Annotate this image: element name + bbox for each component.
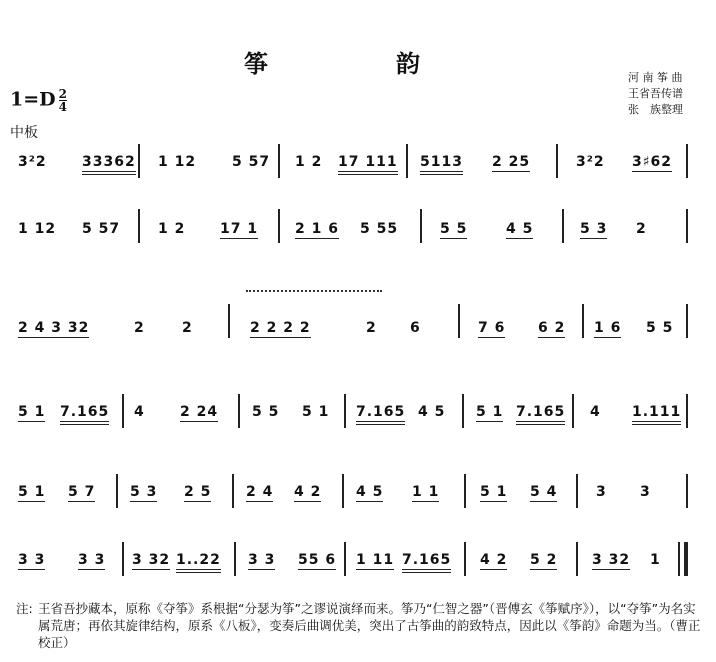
note-group: 4 5 (506, 221, 534, 237)
note-group: 2 4 (246, 484, 274, 500)
note-group: 1 12 (18, 221, 57, 237)
final-barline-thin (678, 542, 680, 576)
note-group: 1 (650, 552, 661, 568)
note-group: 7.165 (402, 552, 451, 573)
barline (462, 394, 464, 428)
credit-origin: 河 南 筝 曲 (628, 71, 683, 84)
score-row-2 (10, 205, 688, 255)
barline (138, 144, 140, 178)
key-signature (10, 88, 67, 113)
note-group: 4 5 (418, 404, 446, 420)
score-row-4 (10, 390, 688, 440)
note-group: 17 111 (338, 154, 398, 175)
note-group: 55 6 (298, 552, 337, 568)
footnote (16, 600, 708, 651)
note-group: 5 7 (68, 484, 96, 500)
note-group: 3²2 (18, 154, 47, 170)
note-group: 1 12 (158, 154, 197, 170)
barline (686, 474, 688, 508)
note-group: 1..22 (176, 552, 221, 573)
note-group: 1 11 (356, 552, 395, 568)
barline (464, 542, 466, 576)
note-group: 5 57 (82, 221, 121, 237)
barline (686, 304, 688, 338)
note-group: 2 25 (492, 154, 531, 170)
note-group: 5 1 (480, 484, 508, 500)
note-group: 1 2 (295, 154, 323, 170)
note-group: 3²2 (576, 154, 605, 170)
barline (458, 304, 460, 338)
note-group: 3 (640, 484, 651, 500)
note-group: 3♯62 (632, 154, 672, 170)
note-group: 4 2 (480, 552, 508, 568)
note-group: 5 55 (360, 221, 399, 237)
barline (556, 144, 558, 178)
barline (464, 474, 466, 508)
note-group: 5 2 (530, 552, 558, 568)
note-group: 5 3 (580, 221, 608, 237)
note-group: 2 2 2 2 (250, 320, 311, 336)
barline (234, 542, 236, 576)
credits (628, 70, 683, 118)
note-group: 5113 (420, 154, 463, 175)
credit-arranger: 张 族整理 (628, 103, 683, 116)
note-group: 2 (366, 320, 377, 336)
tremolo-line (246, 290, 382, 296)
score-row-6 (10, 538, 688, 588)
footnote-label: 注: (16, 601, 33, 616)
note-group: 7 6 (478, 320, 506, 336)
note-group: 2 5 (184, 484, 212, 500)
note-group: 7.165 (516, 404, 565, 425)
note-group: 2 (182, 320, 193, 336)
note-group: 2 (134, 320, 145, 336)
note-group: 5 5 (252, 404, 280, 420)
note-group: 3 (596, 484, 607, 500)
barline (582, 304, 584, 338)
note-group: 5 1 (302, 404, 330, 420)
barline (238, 394, 240, 428)
footnote-text: 王省吾抄藏本，原称《夺筝》系根据“分瑟为筝”之谬说演绎而来。筝乃“仁智之器”（晋傅玄《筝赋序》），以“夺筝”为名实属荒唐；再依其旋律结构，原系《八板》，变奏后曲调优美，突出了古筝曲的韵致特点，因此以《筝韵》命题为当。（曹正校正） (38, 601, 701, 650)
note-group: 33362 (82, 154, 136, 175)
note-group: 2 24 (180, 404, 219, 420)
barline (686, 144, 688, 178)
note-group: 4 (590, 404, 601, 420)
note-group: 5 4 (530, 484, 558, 500)
note-group: 7.165 (60, 404, 109, 425)
note-group: 1 2 (158, 221, 186, 237)
barline (572, 394, 574, 428)
note-group: 5 5 (440, 221, 468, 237)
note-group: 4 (134, 404, 145, 420)
note-group: 5 5 (646, 320, 674, 336)
barline (122, 542, 124, 576)
barline (232, 474, 234, 508)
piece-title: 筝 韵 (244, 49, 472, 78)
barline (576, 474, 578, 508)
barline (576, 542, 578, 576)
barline (344, 542, 346, 576)
barline (278, 209, 280, 243)
note-group: 5 3 (130, 484, 158, 500)
note-group: 1 6 (594, 320, 622, 336)
note-group: 2 (636, 221, 647, 237)
note-group: 4 2 (294, 484, 322, 500)
note-group: 3 3 (18, 552, 46, 568)
note-group: 5 57 (232, 154, 271, 170)
note-group: 3 32 (132, 552, 171, 568)
note-group: 3 3 (78, 552, 106, 568)
note-group: 2 1 6 (295, 221, 339, 237)
note-group: 5 1 (476, 404, 504, 420)
note-group: 1.111 (632, 404, 681, 425)
note-group: 3 32 (592, 552, 631, 568)
note-group: 7.165 (356, 404, 405, 425)
final-barline-thick (684, 542, 688, 576)
barline (344, 394, 346, 428)
note-group: 3 3 (248, 552, 276, 568)
barline (138, 209, 140, 243)
note-group: 5 1 (18, 484, 46, 500)
barline (420, 209, 422, 243)
credit-transmitter: 王省吾传谱 (628, 87, 683, 100)
time-numerator: 2 (58, 87, 67, 101)
score-row-3 (10, 300, 688, 350)
barline (278, 144, 280, 178)
note-group: 1 1 (412, 484, 440, 500)
note-group: 6 2 (538, 320, 566, 336)
score-row-1 (10, 140, 688, 190)
key-label: 1=D (10, 88, 56, 111)
barline (686, 394, 688, 428)
note-group: 17 1 (220, 221, 259, 237)
barline (116, 474, 118, 508)
barline (342, 474, 344, 508)
barline (228, 304, 230, 338)
time-signature (59, 88, 67, 113)
barline (406, 144, 408, 178)
tempo-marking: 中板 (10, 125, 38, 141)
barline (562, 209, 564, 243)
barline (686, 209, 688, 243)
barline (122, 394, 124, 428)
time-denominator: 4 (58, 100, 67, 114)
note-group: 4 5 (356, 484, 384, 500)
note-group: 2 4 3 32 (18, 320, 90, 336)
note-group: 6 (410, 320, 421, 336)
score-row-5 (10, 470, 688, 520)
note-group: 5 1 (18, 404, 46, 420)
